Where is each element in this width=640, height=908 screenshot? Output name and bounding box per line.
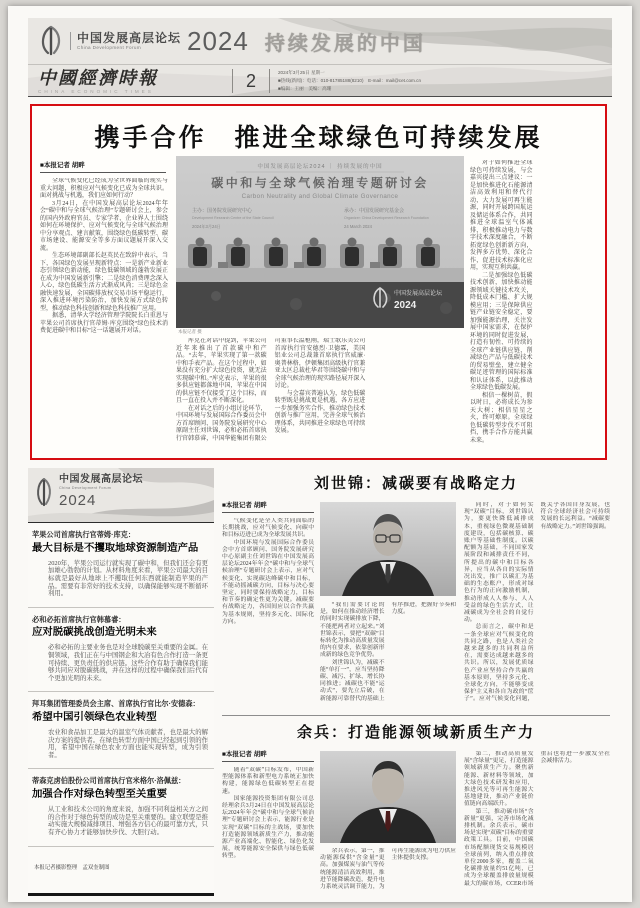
issue-info-block [278, 69, 421, 94]
top-banner [28, 18, 612, 97]
quote-title: 加强合作对绿色转型至关重要 [32, 789, 168, 801]
liu-portrait-photo [320, 502, 456, 596]
issue-editors: ■编辑：王丽 美编：高珊 [278, 86, 332, 92]
liu-column-1: 气候变化是全人类共同面临的长期挑战，应对气候变化、向碳中和目标迈进已成为全球发展共识。 中国环境与发展国际合作委员会中方首席顾问、国务院发展研究中心原副主任刘世锦在中国发展高层论坛2024年年会“碳中和与全球气候治理”专题研讨会上表示，应对气候变化、实现碳达峰碳中和目标，不能动摇减碳方向，目标与决心要坚定，同时要保持战略定力，目标和节奏的确定性更为关键。减碳要有战略定力，各国间应以合作共赢为基本规则，坚持多元化、国际化方向。 [222, 518, 314, 625]
masthead-row [28, 66, 612, 96]
page-number: 2 [245, 70, 256, 91]
quote-item [28, 608, 214, 693]
yu-headline: 余兵：打造能源领域新质生产力 [296, 725, 535, 741]
forum-name-block [70, 32, 181, 51]
quote-body: 从工业和技术公司的角度来说，加强不同利益相关方之间的合作对于绿色转型的成功是至关重要的。建立联盟是推动实施大规模减排项目、增强各方信心的最可靠方式，只有齐心协力才能够加快步伐、大胆行动。 [48, 806, 208, 836]
forum-logo-icon [38, 25, 64, 57]
newspaper-page [8, 6, 632, 902]
svg-text:2024: 2024 [394, 300, 417, 311]
yu-column-1: 随着“双碳”目标发布，中国新型能源体系和新型电力系统正加快构建，能源绿色低碳转型正在提速。 国家能源投资集团有限公司总经理余兵3月24日在中国发展高层论坛2024年年会“碳中和与全球气候治理”专题研讨会上表示，能源行业是实现“双碳”目标的主战场，要加快打造能源领域新质生产力，推动能源产业高端化、智能化、绿色化发展，统筹能源安全保供与绿色低碳转型。 [222, 767, 314, 860]
quote-item [28, 692, 214, 769]
svg-text:承办：中国发展研究基金会: 承办：中国发展研究基金会 [344, 208, 405, 214]
quote-item [28, 523, 214, 608]
quote-speaker: 蒂森克虏伯股份公司首席执行官米格尔·洛佩兹： [32, 776, 186, 786]
article-divider [222, 715, 610, 716]
issue-contact: ■热线(新闻)：电话：010-81785188(8210) E-mail：mail@cet.com.cn [278, 77, 421, 83]
forum-slogan: 持续发展的中国 [264, 32, 426, 55]
quote-body: 2020年，苹果公司运行就实现了碳中和，但我们还会有更加雄心勃勃的计划。从材料角度来看，苹果公司最大的目标就是最好从地球上不攫取任何东西就能制造苹果的产品。需要有非常好的技术支持，以确保能够实现不断循环利用。 [48, 559, 208, 598]
sidebar-forum-en: China Development Forum [59, 485, 112, 490]
liu-headline: 刘世锦：减碳要有战略定力 [313, 476, 518, 492]
liu-columns-right: 同时，对于如何实现“双碳”目标，刘世锦认为，要更快降低减排成本，重视绿色微观基础制度建设，包括碳核算、碳账户等基础性制度。以碳配额为基础，不同国家发展阶段和减排责任不同，所提出的碳中和目标各异，应当从各自的实际情况出发，推广以碳汇为基础的生态账户，形成对绿色行为的正向激励机制，推动形成人人参与、人人受益的绿色生活方式，让减碳成为全社会的自觉行动。 总而言之，碳中和是一条全球应对气候变化的共同之路，也是人类社会越来越多的共同利益所在，需要达成越来越多的共识。所以，发展优质绿色产业应坚持合作共赢的基本原则，坚持多元化、全球化方向，不能够变成保护主义和各自为政的“筐子”。应对气候变化问题，既关乎各国自身发展，也符合全球经济社会可持续发展的长远利益。“减碳要有战略定力。”刘世锦强调。 [464, 502, 610, 703]
svg-text:主办：国务院发展研究中心: 主办：国务院发展研究中心 [192, 208, 253, 214]
quote-speaker: 必和必拓首席执行官韩慕睿： [32, 614, 126, 624]
quote-title: 最大目标是不攫取地球资源制造产品 [32, 542, 199, 554]
sidebar-forum-cn: 中国发展高层论坛 [59, 474, 143, 485]
lead-columns-mid: 库克在对话中提到，苹果公司近年来推出了首款碳中和产品。“去年，苹果实现了第一款碳中和手表产品。在这个过程中，如果没有充分扩大绿色投资，就无法实现碳中和。”库克表示，苹果的很多供应链都落地中国，苹果在中国的供应链不仅接受了这个目标，而且一直在投入并不断深化。 在对话之后的小组讨论环节，中国环境与发展国际合作委员会中方首席顾问、国务院发展研究中心原副主任刘世锦，必和必拓首席执行官韩慕睿，中国华能集团有限公司董事长温枢刚，瑞士歌乐美公司首席执行官安德烈·卫德霖，美国铝业公司总裁兼首席执行官威廉·奥普林格，伊顿集团高级执行官兼亚太区总裁杜华君等围绕碳中和与全球气候治理的现实路径展开深入讨论。 与会嘉宾普遍认为，绿色低碳转型既是挑战更是机遇，各方应进一步加强务实合作，推动绿色技术创新与推广应用，完善全球气候治理体系，共同推进全球绿色可持续发展。 [176, 338, 366, 442]
paper-name-cn: 中國經濟時報 [38, 67, 158, 88]
conference-photo [176, 156, 464, 328]
svg-text:碳中和与全球气候治理专题研讨会: 碳中和与全球气候治理专题研讨会 [211, 176, 429, 190]
red-highlight-box [30, 104, 607, 460]
quote-body: 必和必拓的主要业务也是对全球脱碳至关重要的金属。在铜领域，我们正在与中国钢企和大冶有色合作打造一条更可持续、更负责任的供应链。这些合作有助于确保我们能够共同应对脱碳挑战，并在这样的过程中确保我们后代有个更加光明的未来。 [48, 644, 208, 682]
issue-date: 2024年3月25日 星期一 [278, 69, 325, 75]
svg-text:Development Research Centre of: Development Research Centre of the State Council [192, 216, 274, 220]
svg-text:Carbon Neutrality and Global C: Carbon Neutrality and Global Climate Governance [241, 193, 399, 200]
sidebar-header-inner [34, 475, 143, 513]
svg-text:中国发展高层论坛: 中国发展高层论坛 [394, 291, 443, 297]
paper-name-en: CHINA ECONOMIC TIMES [38, 88, 154, 94]
forum-banner-row [28, 18, 612, 65]
forum-name-cn: 中国发展高层论坛 [77, 30, 182, 45]
paper-name-block [38, 69, 224, 94]
lead-column-1: 全球气候变化已经成为全世界面临的现实与重大问题，积极应对气候变化已成为全球共识。面对挑战与机遇，我们应如何行动？ 3月24日，在中国发展高层论坛2024年年会“碳中和与全球气候治理”专题研讨会上，参会的国内外政府官员、专家学者、企业界人士围绕如何在环境保护、应对气候变化与全球气候治理中分享观点、建言献策，围绕绿色低碳转型、碳市场建设、能源安全等多方面议题展开深入交流。 生态环境部副部长赵英民在致辞中表示，当下，各国绿色发展呈现新特点：一是新产业新业态引领绿色新动能，绿色低碳领域的蓬勃发展正在成为中国发展新引擎；二是绿色消费理念深入人心，绿色低碳生活方式渐成风尚；三是绿色金融快速发展，全国碳排放权交易市场平稳运行，深入推进环境污染防治，加快发展方式绿色转型，推动绿色科技创新和绿色科技推广应用。 据悉，清华大学经济管理学院院长白重恩与苹果公司首席执行官蒂姆·库克围绕“绿色技术消费促进碳中和目标”这一话题展开对话。 [40, 178, 168, 334]
lead-byline: ■本报记者 胡畔 [40, 160, 166, 173]
svg-text:中国发展高层论坛2024 ｜ 持续发展的中国: 中国发展高层论坛2024 ｜ 持续发展的中国 [257, 164, 383, 170]
forum-year: 2024 [187, 25, 249, 56]
quote-body: 农业和食品加工是最大的温室气体贡献者，也是最大的解决方案的提供者。在绿色转型方面中国已经起到引领的作用，希望中国在绿色农业方面也能实现转型，成为引领者。 [48, 729, 208, 759]
liu-columns-under-photo: “我们需要讨论的是，如何在推动经济增长的同时实现碳排放下降，不能把两者对立起来。”刘世锦表示，要把“双碳”目标转化为推动高质量发展的内在要求，依靠创新形成新的绿色竞争优势。 刘世锦认为，减碳不能“单打一”，应当坚持降碳、减污、扩绿、增长协同推进；减碳也不能“运动式”，要先立后破，在新能源可靠替代的基础上有序推进，把握好节奏和力度。 [320, 602, 456, 702]
sidebar-forum-block [59, 475, 143, 513]
yu-columns-right: 第二，推动高质量发展“含绿量”更足，打造能源领域新质生产力。聚焦新能源、新材料等领域，加大绿色技术研发和应用，推进风光等可再生能源大基地建设，推动产业链价值链向高端跃升。 第三，推动碳市场“含新量”更强，完善市场化减排机制。余兵表示，碳市场是实现“双碳”目标的重要政策工具。目前，中国碳市场配额现货交易规模居全球前列，纳入重点排放单位2000多家，覆盖二氧化碳排放量约51亿吨，已成为全球覆盖排放量规模最大的碳市场，CCER市场重启也将进一步激发全社会减排活力。 [464, 751, 610, 887]
quote-title: 应对脱碳挑战创造光明未来 [32, 627, 157, 639]
quote-speaker: 苹果公司首席执行官蒂姆·库克： [32, 530, 136, 539]
yu-byline: ■本报记者 胡畔 [222, 749, 314, 762]
lead-columns-right: 对于如何推进全球绿色可持续发展，与会嘉宾提出三点建议：一是加快推进化石能源清洁高效利用和替代行动，大力发展可再生能源，同时开展跨国航运及储运体系合作，共同推进全球温室气体减排，积极推动电力与数字技术深度融合，不断拓宽绿色创新新方向，发挥多方优势、深化合作，促进技术标准化应用，实现互利共赢。 二是加强绿色低碳技术创新，加快推动能源领域关键技术攻关，降低成本门槛、扩大规模应用；三是保障供应链产业链安全稳定，要加强能源治理，关注发展中国家需求，在保护环境的同时促进发展，打造有韧性、可持续的全球产业链供应链，削减绿色产品与低碳技术的贸易壁垒，建立健全碳足迹管理的国际标准和认证体系，以此推动全球绿色低碳发展。 相信一棵树苗，假以时日，必将成长为参天大树；相信星星之火，终可燎原。全球绿色低碳转型步伐不可阻挡，携手合作方能共赢未来。 [470, 160, 533, 444]
quote-title: 希望中国引领绿色农业转型 [32, 712, 157, 724]
quotes-sidebar [28, 468, 214, 896]
liu-byline: ■本报记者 胡畔 [222, 500, 314, 513]
svg-text:24 March 2024: 24 March 2024 [344, 224, 372, 229]
svg-text:2024年3月24日: 2024年3月24日 [192, 224, 221, 229]
forum-logo-icon [34, 475, 54, 513]
lead-headline: 携手合作 推进全球绿色可持续发展 [94, 125, 543, 152]
quote-speaker: 拜耳集团管理委员会主席、首席执行官比尔·安德森： [32, 699, 200, 709]
divider [232, 69, 233, 93]
svg-text:Organizer: China Development R: Organizer: China Development Research Foundation [344, 216, 429, 220]
forum-name-en: China Development Forum [77, 44, 142, 50]
sidebar-header [28, 468, 214, 523]
yu-columns-under-photo: 余兵表示，第一，推动能源保供“含金量”更高。加强煤炭与油气等传统能源清洁高效利用，推进节能降碳改造，提升电力系统灵活调节能力，为可再生能源成为电力供应主体提供支撑。 [320, 848, 456, 891]
divider [269, 69, 270, 93]
sidebar-credit: 本报记者摄影整理 孟双奎制图 [34, 865, 110, 871]
sidebar-forum-year: 2024 [59, 492, 97, 510]
quote-item [28, 769, 214, 846]
yu-portrait-photo [320, 751, 456, 843]
photo-credit: 本报记者 摄 [178, 329, 202, 334]
